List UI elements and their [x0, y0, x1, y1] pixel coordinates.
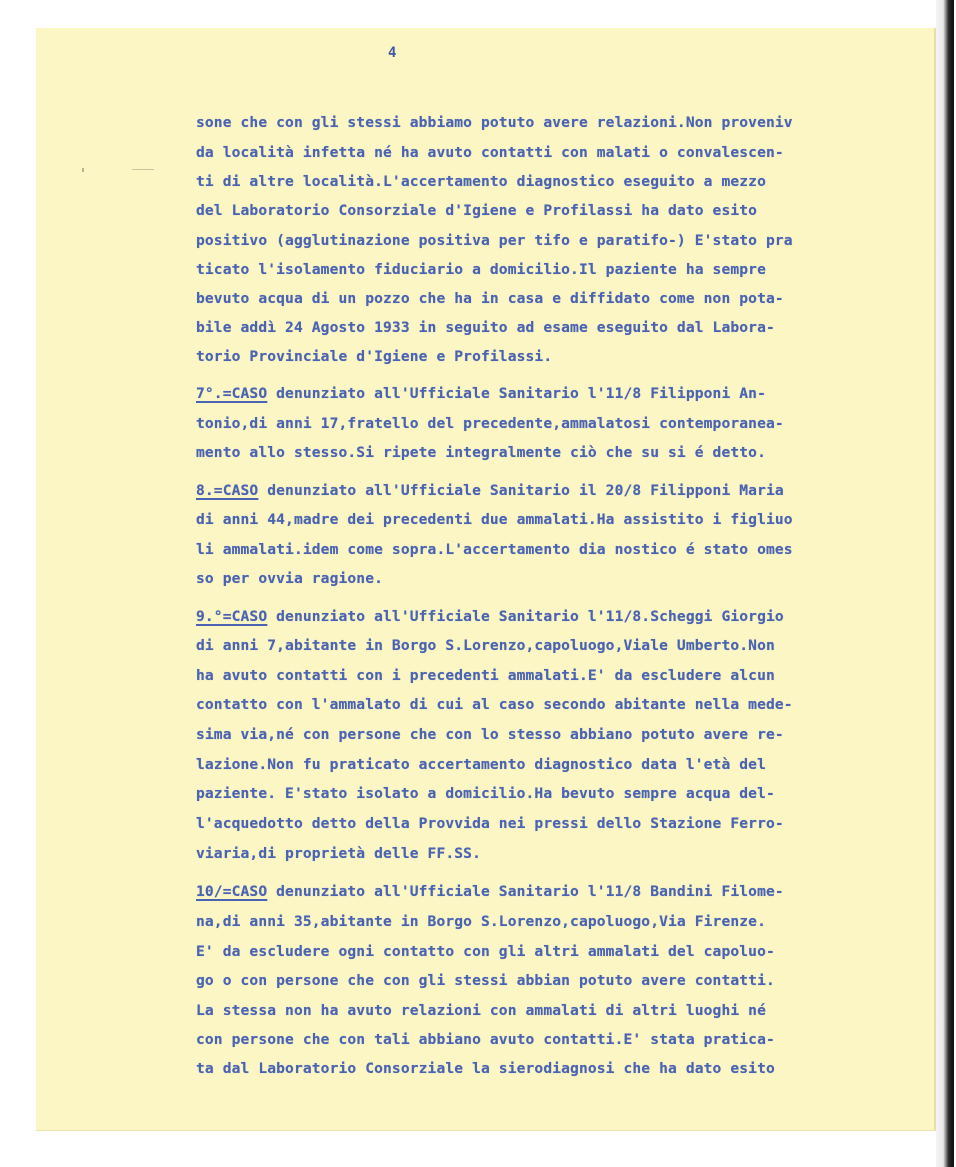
text-line: viaria,di proprietà delle FF.SS.: [196, 845, 481, 862]
text-line: La stessa non ha avuto relazioni con ammalati di altri luoghi né: [196, 1002, 766, 1019]
text-line: bevuto acqua di un pozzo che ha in casa e diffidato come non pota-: [196, 290, 784, 307]
text-line: torio Provinciale d'Igiene e Profilassi.: [196, 348, 553, 365]
scan-edge: [936, 0, 954, 1167]
case-label: 10/=CASO: [196, 883, 268, 900]
text-line: E' da escludere ogni contatto con gli altri ammalati del capoluo-: [196, 943, 775, 960]
case-heading-text: denunziato all'Ufficiale Sanitario l'11/8 Bandini Filome-: [267, 883, 784, 900]
text-line: bile addì 24 Agosto 1933 in seguito ad esame eseguito dal Labora-: [196, 319, 775, 336]
case-heading-line: [196, 883, 784, 900]
text-line: l'acquedotto detto della Provvida nei pressi dello Stazione Ferro-: [196, 815, 784, 832]
text-line: sone che con gli stessi abbiamo potuto avere relazioni.Non proveniv: [196, 114, 793, 131]
text-line: lazione.Non fu praticato accertamento diagnostico data l'età del: [196, 756, 766, 773]
text-line: paziente. E'stato isolato a domicilio.Ha bevuto sempre acqua del-: [196, 785, 775, 802]
text-line: ti di altre località.L'accertamento diagnostico eseguito a mezzo: [196, 173, 766, 190]
case-label: 8.=CASO: [196, 482, 259, 499]
margin-dash: [132, 169, 154, 170]
case-heading-text: denunziato all'Ufficiale Sanitario l'11/8 Filipponi An-: [267, 385, 766, 402]
typewritten-page: [36, 28, 936, 1131]
text-line: sima via,né con persone che con lo stesso abbiano potuto avere re-: [196, 726, 784, 743]
text-line: contatto con l'ammalato di cui al caso secondo abitante nella mede-: [196, 696, 793, 713]
text-line: li ammalati.idem come sopra.L'accertamento dia nostico é stato omes: [196, 541, 793, 558]
case-label: 9.°=CASO: [196, 608, 268, 625]
text-line: positivo (agglutinazione positiva per tifo e paratifo-) E'stato pra: [196, 232, 793, 249]
case-heading-text: denunziato all'Ufficiale Sanitario il 20/8 Filipponi Maria: [258, 482, 784, 499]
text-line: go o con persone che con gli stessi abbian potuto avere contatti.: [196, 972, 775, 989]
text-line: con persone che con tali abbiano avuto contatti.E' stata pratica-: [196, 1031, 775, 1048]
page-number: 4: [388, 45, 397, 61]
margin-mark: [82, 168, 84, 172]
case-heading-line: [196, 482, 784, 499]
text-line: ticato l'isolamento fiduciario a domicilio.Il paziente ha sempre: [196, 261, 766, 278]
text-line: mento allo stesso.Si ripete integralmente ciò che su si é detto.: [196, 444, 766, 461]
text-line: di anni 44,madre dei precedenti due ammalati.Ha assistito i figliuo: [196, 511, 793, 528]
case-heading-text: denunziato all'Ufficiale Sanitario l'11/8.Scheggi Giorgio: [267, 608, 784, 625]
text-line: tonio,di anni 17,fratello del precedente,ammalatosi contemporanea-: [196, 415, 784, 432]
text-line: di anni 7,abitante in Borgo S.Lorenzo,capoluogo,Viale Umberto.Non: [196, 637, 775, 654]
text-line: na,di anni 35,abitante in Borgo S.Lorenzo,capoluogo,Via Firenze.: [196, 913, 766, 930]
text-line: da località infetta né ha avuto contatti con malati o convalescen-: [196, 144, 784, 161]
text-line: ta dal Laboratorio Consorziale la sierodiagnosi che ha dato esito: [196, 1060, 775, 1077]
case-heading-line: [196, 608, 784, 625]
text-line: ha avuto contatti con i precedenti ammalati.E' da escludere alcun: [196, 667, 775, 684]
text-line: so per ovvia ragione.: [196, 570, 384, 587]
case-label: 7°.=CASO: [196, 385, 268, 402]
case-heading-line: [196, 385, 766, 402]
text-line: del Laboratorio Consorziale d'Igiene e Profilassi ha dato esito: [196, 202, 758, 219]
